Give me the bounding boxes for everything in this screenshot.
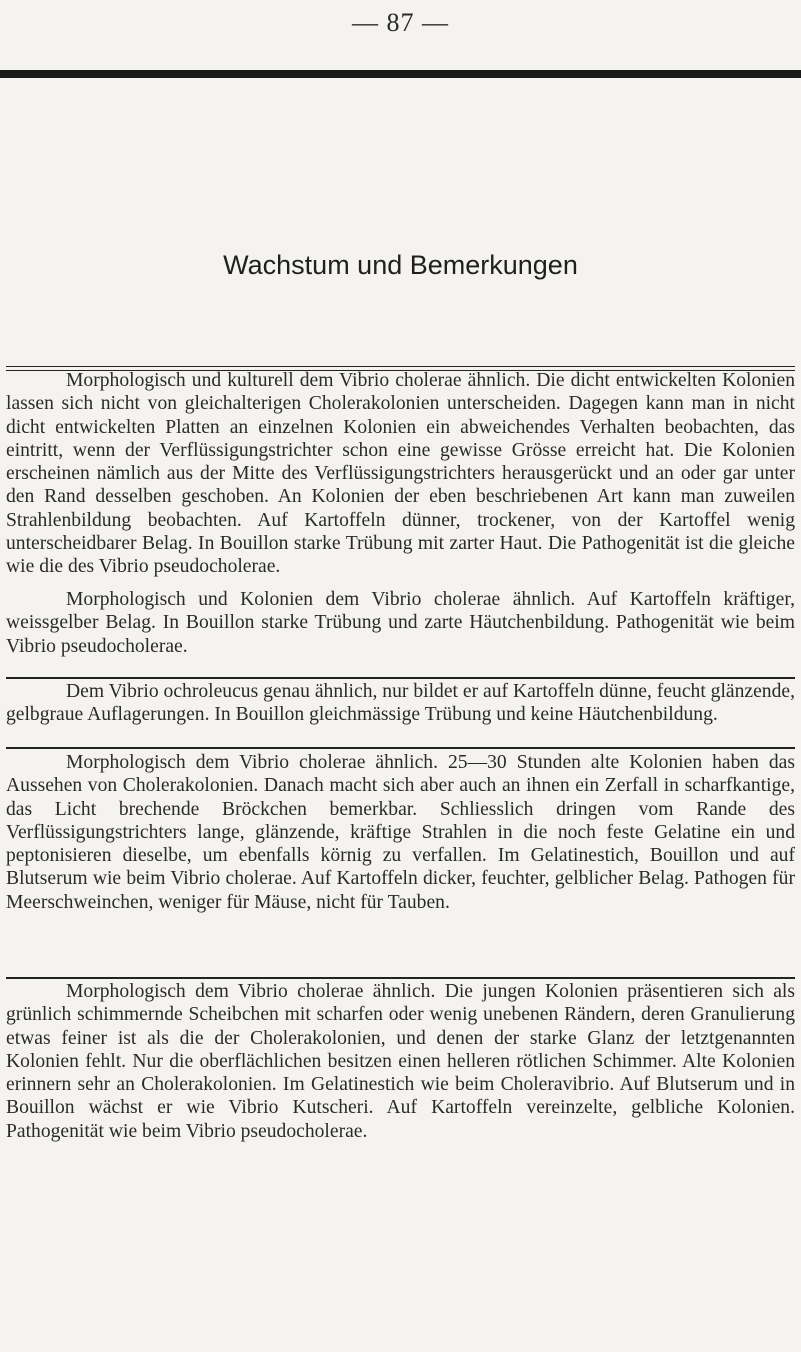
- entry-paragraph-2: Morphologisch und Kolonien dem Vibrio cholerae ähnlich. Auf Kartoffeln kräftiger, weissgelber Belag. In Bouillon starke Trübung und zarte Häutchenbildung. Pathogenität wie beim Vibrio pseudocholerae.: [6, 589, 795, 657]
- entry-divider: [6, 677, 795, 679]
- entry-paragraph-1: Morphologisch und kulturell dem Vibrio cholerae ähnlich. Die dicht entwickelten Kolonien lassen sich nicht von gleichalterigen Cholerakolonien unterscheiden. Dagegen kann man in nicht dicht entwickelten Platten an einzelnen Kolonien ein abweichendes Verhalten beobachten, das eintritt, wenn der Verflüssigungstrichter schon eine gewisse Grösse erreicht hat. Die Kolonien erscheinen nämlich aus der Mitte des Verflüssigungstrichters herausgerückt und an oder gar unter den Rand desselben geschoben. An Kolonien der eben beschriebenen Art kann man zuweilen Strahlenbildung beobachten. Auf Kartoffeln dünner, trockener, von der Kartoffel wenig unterscheidbarer Belag. In Bouillon starke Trübung mit zarter Haut. Die Pathogenität ist die gleiche wie die des Vibrio pseudocholerae.: [6, 370, 795, 578]
- section-heading: Wachstum und Bemerkungen: [223, 250, 578, 280]
- entry-paragraph-3: Dem Vibrio ochroleucus genau ähnlich, nur bildet er auf Kartoffeln dünne, feucht glänzende, gelbgraue Auflagerungen. In Bouillon gleichmässige Trübung und keine Häutchenbildung.: [6, 681, 795, 726]
- entry-paragraph-4: Morphologisch dem Vibrio cholerae ähnlich. 25—30 Stunden alte Kolonien haben das Aussehen von Cholerakolonien. Danach macht sich aber auch an ihnen ein Zerfall in scharfkantige, das Licht brechende Bröckchen bemerkbar. Schliesslich dringen vom Rande des Verflüssigungstrichters lange, glänzende, kräftige Strahlen in die noch feste Gelatine ein und peptonisieren dieselbe, um ebenfalls körnig zu verfallen. Im Gelatinestich, Bouillon und auf Blutserum wie beim Vibrio cholerae. Auf Kartoffeln dicker, feuchter, gelblicher Belag. Pathogen für Meerschweinchen, weniger für Mäuse, nicht für Tauben.: [6, 752, 795, 913]
- entry-divider: [6, 977, 795, 979]
- entry-divider: [6, 747, 795, 749]
- page-number: — 87 —: [352, 8, 449, 37]
- entry-paragraph-5: Morphologisch dem Vibrio cholerae ähnlich. Die jungen Kolonien präsentieren sich als grünlich schimmernde Scheibchen mit scharfen oder wenig unebenen Rändern, deren Granulierung etwas feiner ist als die der Cholerakolonien, und denen der starke Glanz der letztgenannten Kolonien fehlt. Nur die oberflächlichen besitzen einen helleren rötlichen Schimmer. Alte Kolonien erinnern sehr an Cholerakolonien. Im Gelatinestich wie beim Choleravibrio. Auf Blutserum und in Bouillon wächst er wie Vibrio Kutscheri. Auf Kartoffeln vereinzelte, gelbliche Kolonien. Pathogenität wie beim Vibrio pseudocholerae.: [6, 981, 795, 1142]
- top-rule: [0, 70, 801, 78]
